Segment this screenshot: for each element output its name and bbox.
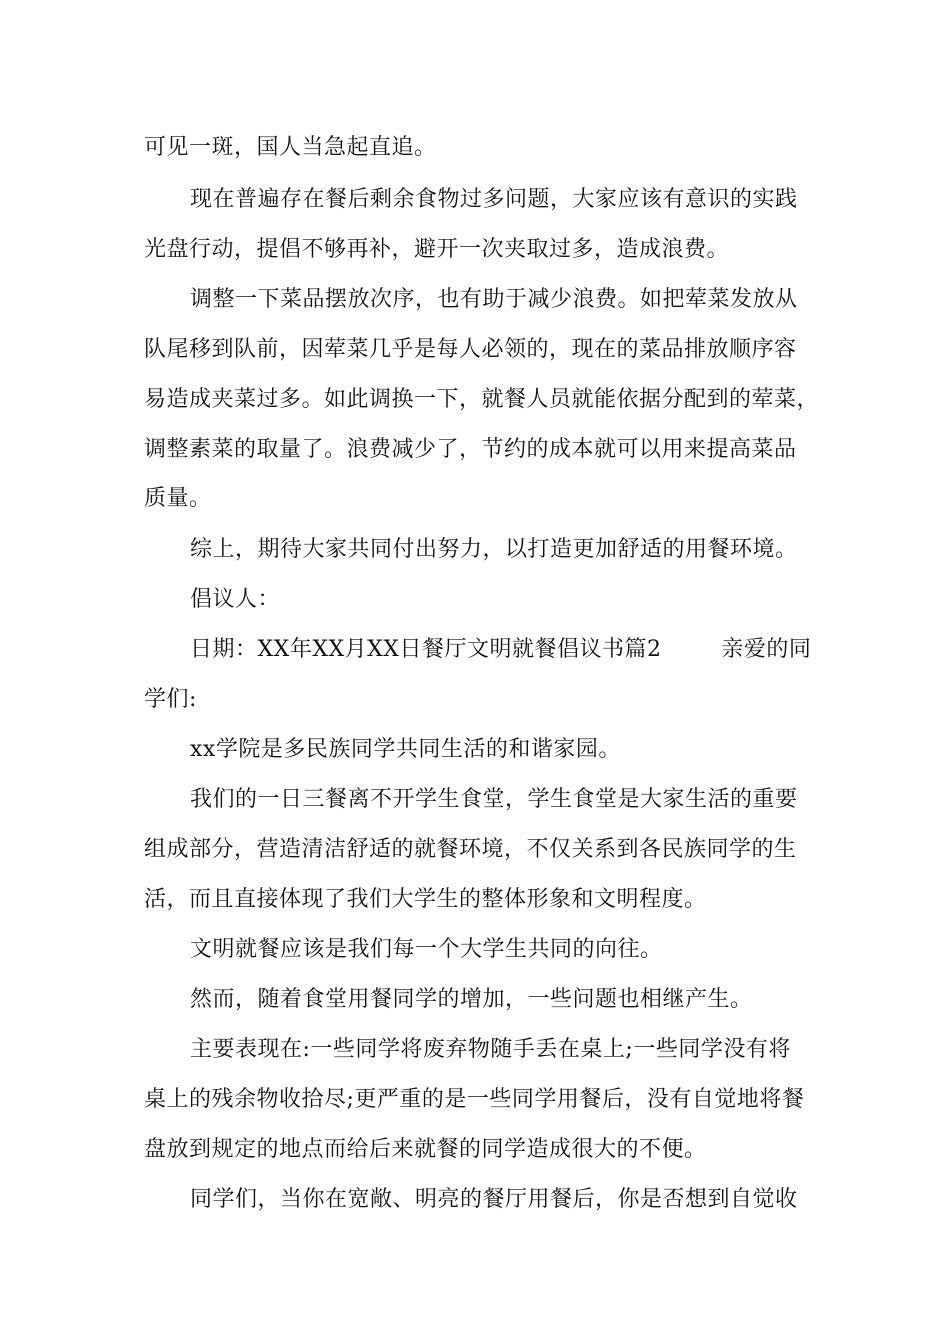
- text-line: 组成部分，营造清洁舒适的就餐环境，不仅关系到各民族同学的生: [144, 837, 797, 862]
- text-line: 调整素菜的取量了。浪费减少了，节约的成本就可以用来提高菜品: [144, 437, 797, 462]
- text-line: 易造成夹菜过多。如此调换一下，就餐人员就能依据分配到的荤菜，: [144, 387, 820, 412]
- text-line: 盘放到规定的地点而给后来就餐的同学造成很大的不便。: [144, 1137, 707, 1162]
- text-line: 同学们，当你在宽敞、明亮的餐厅用餐后，你是否想到自觉收: [190, 1187, 798, 1212]
- text-line: 队尾移到队前，因荤菜几乎是每人必领的，现在的菜品排放顺序容: [144, 337, 797, 362]
- text-line: 日期：XX年XX月XX日餐厅文明就餐倡议书篇2 亲爱的同: [190, 637, 812, 662]
- text-line: 桌上的残余物收拾尽;更严重的是一些同学用餐后，没有自觉地将餐: [144, 1087, 805, 1112]
- text-line: 然而，随着食堂用餐同学的增加，一些问题也相继产生。: [190, 987, 753, 1012]
- text-line: 活，而且直接体现了我们大学生的整体形象和文明程度。: [144, 887, 707, 912]
- text-line: 我们的一日三餐离不开学生食堂，学生食堂是大家生活的重要: [190, 787, 798, 812]
- text-line: 现在普遍存在餐后剩余食物过多问题，大家应该有意识的实践: [190, 187, 798, 212]
- text-line: 调整一下菜品摆放次序，也有助于减少浪费。如把荤菜发放从: [190, 287, 798, 312]
- text-line: 学们:: [144, 687, 197, 712]
- text-line: 质量。: [144, 486, 212, 511]
- text-line: xx学院是多民族同学共同生活的和谐家园。: [190, 737, 621, 762]
- text-line: 倡议人：: [190, 587, 281, 612]
- text-line: 主要表现在:一些同学将废弃物随手丢在桌上;一些同学没有将: [190, 1037, 791, 1062]
- text-line: 光盘行动，提倡不够再补，避开一次夹取过多，造成浪费。: [144, 237, 730, 262]
- text-line: 综上，期待大家共同付出努力，以打造更加舒适的用餐环境。: [190, 537, 798, 562]
- text-line: 文明就餐应该是我们每一个大学生共同的向往。: [190, 937, 663, 962]
- text-line: 可见一斑，国人当急起直追。: [144, 135, 437, 160]
